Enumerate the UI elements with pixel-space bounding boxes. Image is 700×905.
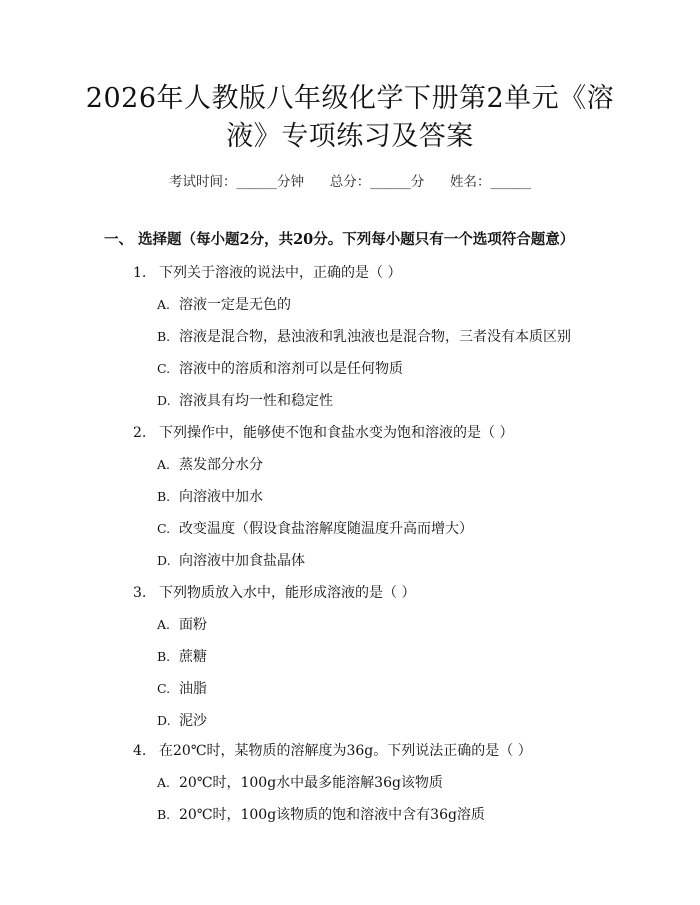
question-2-option-c <box>157 518 473 538</box>
question-4-option-a <box>157 772 443 792</box>
option-label: D. <box>157 553 171 568</box>
question-3-option-b <box>157 646 207 666</box>
option-label: D. <box>157 713 171 728</box>
option-text: 油脂 <box>179 681 207 697</box>
question-3 <box>133 582 415 602</box>
option-text: 泥沙 <box>179 713 207 729</box>
option-label: B. <box>157 807 171 822</box>
question-number: 3. <box>133 585 147 601</box>
option-text: 向溶液中加水 <box>179 489 263 505</box>
option-label: A. <box>157 775 171 790</box>
option-label: B. <box>157 329 171 344</box>
question-1-option-d <box>157 390 333 410</box>
question-number: 4. <box>133 743 147 759</box>
option-label: A. <box>157 297 171 312</box>
question-text: 下列关于溶液的说法中，正确的是（ ） <box>159 265 402 281</box>
option-text: 面粉 <box>179 617 207 633</box>
document-title-line1: 2026年人教版八年级化学下册第2单元《溶 <box>85 83 615 114</box>
question-2-option-a <box>157 454 263 474</box>
section-number: 一、 <box>104 231 133 248</box>
option-text: 溶液是混合物，悬浊液和乳浊液也是混合物，三者没有本质区别 <box>179 329 571 345</box>
question-1-option-b <box>157 326 571 346</box>
option-label: C. <box>157 361 171 376</box>
option-label: A. <box>157 457 171 472</box>
section-title: 选择题（每小题2分，共20分。下列每小题只有一个选项符合题意） <box>138 231 575 248</box>
question-1 <box>133 262 401 282</box>
option-label: D. <box>157 393 171 408</box>
exam-info: 考试时间：______分钟 总分：______分 姓名：______ <box>169 174 531 190</box>
question-1-option-a <box>157 294 291 314</box>
option-label: B. <box>157 489 171 504</box>
document-title-line2: 液》专项练习及答案 <box>226 121 474 152</box>
option-text: 溶液具有均一性和稳定性 <box>179 393 333 409</box>
question-3-option-c <box>157 678 207 698</box>
question-1-option-c <box>157 358 403 378</box>
option-text: 溶液一定是无色的 <box>179 297 291 313</box>
option-text: 20℃时，100g水中最多能溶解36g该物质 <box>179 775 443 791</box>
question-number: 2. <box>133 425 147 441</box>
question-2-option-d <box>157 550 305 570</box>
question-3-option-a <box>157 614 207 634</box>
option-label: B. <box>157 649 171 664</box>
question-2-option-b <box>157 486 263 506</box>
option-label: C. <box>157 521 171 536</box>
option-text: 20℃时，100g该物质的饱和溶液中含有36g溶质 <box>179 807 485 823</box>
question-4-option-b <box>157 804 485 824</box>
question-2 <box>133 422 513 442</box>
option-text: 改变温度（假设食盐溶解度随温度升高而增大） <box>179 521 473 537</box>
question-text: 下列操作中，能够使不饱和食盐水变为饱和溶液的是（ ） <box>159 425 514 441</box>
option-text: 蔗糖 <box>179 649 207 665</box>
question-text: 下列物质放入水中，能形成溶液的是（ ） <box>159 585 416 601</box>
option-text: 蒸发部分水分 <box>179 457 263 473</box>
question-number: 1. <box>133 265 147 281</box>
option-text: 溶液中的溶质和溶剂可以是任何物质 <box>179 361 403 377</box>
question-3-option-d <box>157 710 207 730</box>
question-4 <box>133 740 532 760</box>
question-text: 在20℃时，某物质的溶解度为36g。下列说法正确的是（ ） <box>159 743 532 759</box>
section-heading <box>104 228 574 249</box>
option-label: C. <box>157 681 171 696</box>
option-label: A. <box>157 617 171 632</box>
option-text: 向溶液中加食盐晶体 <box>179 553 305 569</box>
